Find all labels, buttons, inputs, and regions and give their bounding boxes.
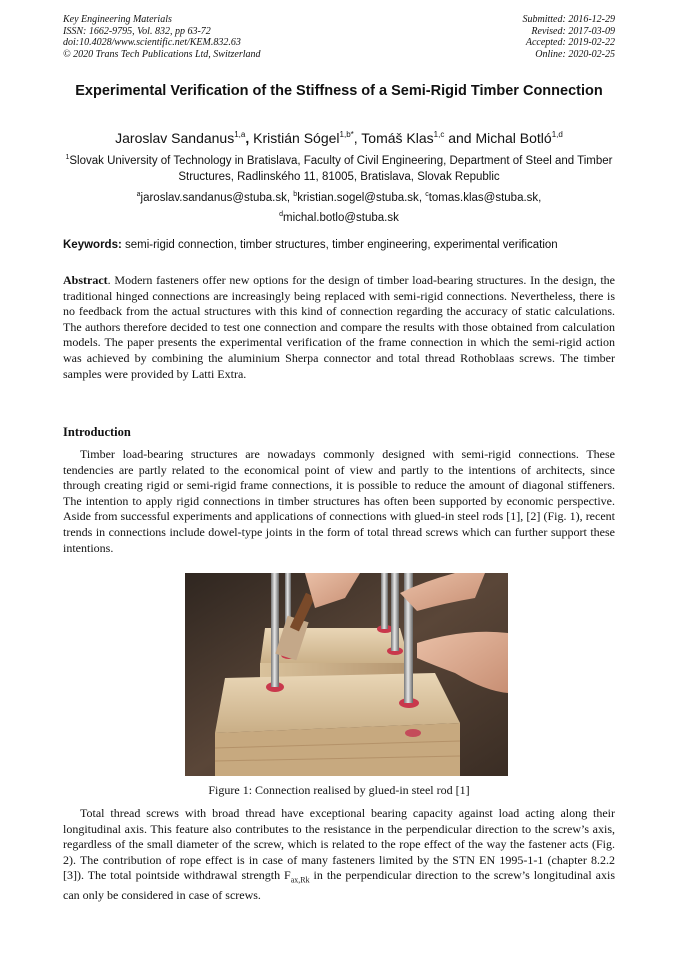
author-affiliation-marker: 1,c	[433, 130, 445, 139]
figure-1-photo	[185, 573, 508, 776]
email-link[interactable]: kristian.sogel@stuba.sk	[297, 192, 419, 204]
author-separator: ,	[353, 130, 362, 146]
author-affiliation-marker: 1,d	[551, 130, 563, 139]
affiliation-text: Slovak University of Technology in Bratislava, Faculty of Civil Engineering, Department of Steel and Timber Structures, Radlinského 11, 81005, Bratislava, Slovak Republic	[69, 155, 613, 183]
abstract-text: . Modern fasteners offer new options for the design of timber load-bearing structures. In the design, the traditional hinged connections are increasingly being replaced with semi-rigid connections. Nevertheless, there is no feedback from the actual structures with this kind of connection regarding the accuracy of static calculations. The authors therefore decided to test one connection and compare the results with those obtained from calculation models. The paper presents the experimental verification of the frame connection in which the semi-rigid action was achieved by combining the aluminium Sherpa connector and total thread Rothoblaas screws. The timber samples were provided by Latti Extra.	[63, 273, 615, 381]
section-heading-introduction: Introduction	[63, 425, 131, 439]
paper-title: Experimental Verification of the Stiffness of a Semi-Rigid Timber Connection	[75, 83, 603, 99]
keywords-label: Keywords:	[63, 239, 122, 251]
submitted-date: Submitted: 2016-12-29	[522, 14, 615, 25]
affiliation-marker: 1	[65, 154, 70, 161]
paragraph-2-text-a: Total thread screws with broad thread have exceptional bearing capacity against load acting along their longitudinal axis. This feature also contributes to the resistance in the perpendicular direction to the screw’s axis, regardless of the small diameter of the screw, which is related to the rope effect of the way the fastener acts (Fig. 2). The contribution of rope effect is in case of many fasteners limited by the STN EN 1995-1-1 (chapter 8.2.2 [3]). The total pointside withdrawal strength F	[63, 806, 615, 883]
figure-1-caption: Figure 1: Connection realised by glued-in steel rod [1]	[208, 783, 470, 797]
author-conjunction: and	[444, 130, 476, 146]
author-name: Jaroslav Sandanus	[115, 130, 235, 146]
email-marker: d	[279, 210, 284, 218]
online-date: Online: 2020-02-25	[535, 48, 615, 60]
keywords	[63, 238, 623, 253]
connection-photo-illustration	[185, 573, 508, 776]
keywords-text: semi-rigid connection, timber structures, timber engineering, experimental verification	[121, 239, 558, 251]
email-link[interactable]: tomas.klas@stuba.sk	[428, 192, 539, 204]
author-separator: ,	[245, 130, 254, 146]
copyright-line: © 2020 Trans Tech Publications Ltd, Switzerland	[63, 48, 261, 60]
email-marker: a	[136, 191, 141, 198]
journal-header-left	[63, 14, 261, 60]
author-name: Tomáš Klas	[361, 130, 434, 146]
abstract-label: Abstract	[63, 273, 108, 287]
author-name: Michal Botló	[475, 130, 552, 146]
journal-header-right	[523, 14, 616, 60]
revised-date: Revised: 2017-03-09	[531, 25, 615, 37]
author-list	[40, 126, 638, 147]
email-marker: b	[293, 191, 298, 198]
abstract	[63, 273, 615, 382]
author-affiliation-marker: 1,b*	[339, 130, 354, 139]
email-marker: c	[425, 191, 429, 198]
email-link[interactable]: jaroslav.sandanus@stuba.sk	[140, 192, 287, 204]
author-emails: $^a$jaroslav.sandanus@stuba.sk, $^b$kristian.sogel@stuba.sk, $^c$tomas.klas@stuba.sk, $^d$michal.botlo@stuba.sk	[136, 191, 542, 224]
introduction-paragraph-1: Timber load-bearing structures are nowadays commonly designed with semi-rigid connections. These tendencies are partly related to the economical point of view and partly to the intentions of architects, since through creating rigid or semi-rigid frame connections, it is possible to reduce the amount of diagonal stiffeners. The intention to apply rigid connections in timber structures has often been supported by economic perspective. Aside from successful experiments and applications of connections with glued-in steel rods [1], [2] (Fig. 1), recent trends in connections include dowel-type joints in the form of total thread screws which can further support these intentions.	[63, 447, 615, 555]
author-affiliation-marker: 1,a	[234, 130, 246, 139]
email-link[interactable]: michal.botlo@stuba.sk	[283, 211, 399, 224]
author-name: Kristián Sógel	[253, 130, 340, 146]
introduction-paragraph-2	[63, 806, 615, 904]
accepted-date: Accepted: 2019-02-22	[525, 37, 615, 48]
doi-link[interactable]: doi:10.4028/www.scientific.net/KEM.832.63	[63, 37, 241, 48]
affiliation	[63, 150, 615, 185]
journal-name: Key Engineering Materials	[63, 14, 172, 25]
issn-line: ISSN: 1662-9795, Vol. 832, pp 63-72	[63, 25, 211, 37]
withdrawal-strength-subscript: ax,Rk	[290, 875, 310, 885]
paragraph-2-text-b: in the perpendicular direction to the screw’s longitudinal axis can only be considered in case of screws.	[63, 868, 615, 903]
